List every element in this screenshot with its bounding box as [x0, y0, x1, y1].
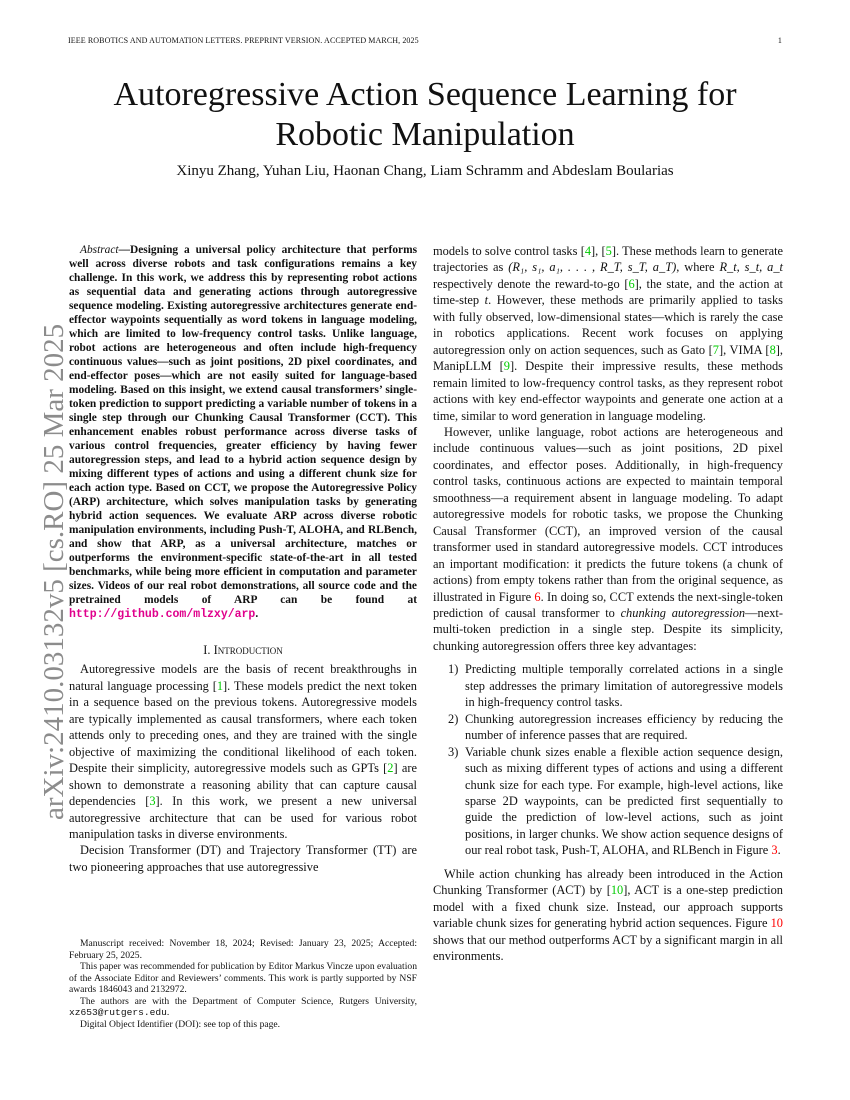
- abstract-label: Abstract: [80, 244, 119, 256]
- citation-link[interactable]: 6: [628, 276, 635, 291]
- page-number: 1: [777, 36, 782, 45]
- citation-link[interactable]: 10: [610, 883, 624, 898]
- list-item: [448, 744, 783, 859]
- text-run: ], VIMA [: [719, 342, 770, 357]
- list-item: [448, 711, 783, 744]
- text-run: . In doing so, CCT extends the next-single-token prediction of causal transformer to: [433, 589, 783, 620]
- figure-ref-link[interactable]: 6: [534, 589, 541, 604]
- list-item-text: Predicting multiple temporally correlated actions in a single step addresses the primary limitation of autoregressive models in high-frequency control tasks.: [465, 662, 783, 710]
- abstract: [69, 243, 417, 622]
- math-trajectory: (R₁, s₁, a₁, . . . , R_T, s_T, a_T): [508, 260, 677, 275]
- title-line-1: Autoregressive Action Sequence Learning for: [113, 76, 737, 113]
- text-run: models to solve control tasks [: [433, 244, 585, 258]
- citation-link[interactable]: 7: [712, 342, 719, 357]
- right-column: [433, 243, 783, 964]
- section-title: Introduction: [213, 643, 283, 657]
- citation-link[interactable]: 1: [216, 678, 224, 693]
- text-run: However, unlike language, robot actions are heterogeneous and include continuous values—such as joint positions, 2D pixel coordinates, and effector poses. Additionally, in high-frequency control tasks, continuous actions are expected to maintain temporal smoothness—a requirement absent in language modeling. To adapt autoregressive models for robotic tasks, we propose the Chunking Causal Transformer (CCT), an improved version of the causal transformer used in standard autoregressive models. CCT introduces an important modification: it predicts the future tokens (a chunk of actions) from empty tokens rather than from the original sequence, as illustrated in Figure: [433, 424, 783, 604]
- text-run: , where: [676, 260, 720, 275]
- footnote-affiliation: [69, 996, 417, 1019]
- arxiv-stamp[interactable]: arXiv:2410.03132v5 [cs.RO] 25 Mar 2025: [38, 323, 70, 820]
- text-run: ]. These models predict the next token in a sequence based on the previous tokens. Autoregressive models are typically implemented as causal transformers, where each token attends only to preceding ones, and they are trained with the single objective of maximizing the conditional likelihood of each token. Despite their simplicity, autoregressive models such as GPTs [: [69, 678, 417, 776]
- citation-link[interactable]: 5: [605, 244, 612, 258]
- list-item-text: Variable chunk sizes enable a flexible action sequence design, such as mixing different types of actions and using a different chunk size for each type. For example, high-level actions, like sparse 2D waypoints, can be predicted first sequentially to guide the prediction of low-level actions, such as joint positions, in larger chunks. We show action sequence designs of our real robot task, Push-T, ALOHA, and RLBench in Figure: [465, 744, 783, 858]
- math-t: t: [484, 293, 489, 308]
- footnotes: [69, 938, 417, 1030]
- text-run: ], [: [591, 244, 606, 258]
- list-number: 1): [448, 662, 459, 677]
- project-url-link[interactable]: http://github.com/mlzxy/arp: [69, 608, 256, 621]
- author-email[interactable]: xz653@rutgers.edu: [69, 1007, 167, 1018]
- affiliation-text: The authors are with the Department of Computer Science, Rutgers University,: [80, 995, 417, 1007]
- footnote-editor: This paper was recommended for publication by Editor Markus Vincze upon evaluation of the Associate Editor and Reviewers’ comments. This work is partly supported by NSF awards 1846043 and 2132972.: [69, 961, 417, 995]
- footnote-doi: Digital Object Identifier (DOI): see top of this page.: [80, 1018, 281, 1030]
- list-item: [448, 661, 783, 710]
- text-run: shows that our method outperforms ACT by a significant margin in all environments.: [433, 932, 783, 964]
- text-run: . However, these methods are primarily applied to tasks with fully observed, low-dimensional states—which is rarely the case in robotics applications. Recent work focuses on applying autoregression only on action sequences, such as Gato [: [433, 293, 783, 357]
- abstract-text: —Designing a universal policy architecture that performs well across diverse robots and task configurations remains a key challenge. In this work, we address this by representing robot actions as sequential data and generating actions through autoregressive sequence modeling. Existing autoregressive architectures generate end-effector waypoints sequentially as word tokens in language modeling, which are limited to low-frequency control tasks. Unlike language, robot actions are heterogeneous and often include high-frequency continuous values—such as joint positions, 2D pixel coordinates, and end-effector poses—which are not easily suited for language-based modeling. Based on this insight, we extend causal transformers’ single-token prediction to support predicting a variable number of tokens in a single step through our Chunking Causal Transformer (CCT). This enhancement enables robust performance across diverse tasks of various control frequencies, greater efficiency by having fewer autoregression steps, and lead to a hybrid action sequence design by mixing different types of actions and using a different chunk size for each action type. Based on CCT, we propose the Autoregressive Policy (ARP) architecture, which solves manipulation tasks by generating hybrid action sequences. We evaluate ARP across diverse robotic manipulation environments, including Push-T, ALOHA, and RLBench, and show that ARP, as a universal architecture, matches or outperforms the environment-specific state-of-the-art in all tested benchmarks, while being more efficient in computation and parameter sizes. Videos of our real robot demonstrations, all source code and the pretrained models of ARP can be found at: [69, 244, 417, 606]
- text-run: ] are shown to demonstrate a reasoning ability that can capture causal dependencies [: [69, 761, 417, 809]
- intro-paragraph-3: [433, 424, 783, 654]
- text-run: —next-multi-token prediction in a single step. Despite its simplicity, chunking autoregression offers three key advantages:: [433, 605, 783, 653]
- citation-link[interactable]: 8: [769, 342, 776, 357]
- section-number: I.: [203, 643, 214, 657]
- paper-title: [40, 75, 810, 155]
- citation-link[interactable]: 9: [503, 359, 510, 374]
- intro-paragraph-4: [433, 866, 783, 965]
- intro-paragraph-2-start: Decision Transformer (DT) and Trajectory Transformer (TT) are two pioneering approaches that use autoregressive: [69, 843, 417, 874]
- emphasis-term: chunking autoregression: [620, 605, 746, 620]
- text-run: respectively denote the reward-to-go [: [433, 276, 629, 291]
- text-run: ]. In this work, we present a new universal autoregressive architecture that can be used for various robot manipulation tasks in diverse environments.: [69, 794, 417, 841]
- title-line-2: Robotic Manipulation: [275, 116, 575, 153]
- advantages-list: [433, 661, 783, 858]
- affiliation-end: .: [166, 1007, 170, 1018]
- text-run: ], the state, and the action at time-step: [433, 276, 783, 308]
- text-run: Autoregressive models are the basis of recent breakthroughs in natural language processing [: [69, 662, 417, 693]
- text-run: ], ACT is a one-step prediction model with a fixed chunk size. Instead, our approach supports variable chunk sizes for generating hybrid action sequences. Figure: [433, 883, 783, 931]
- journal-name: IEEE ROBOTICS AND AUTOMATION LETTERS. PREPRINT VERSION. ACCEPTED MARCH, 2025: [68, 36, 419, 45]
- author-list: Xinyu Zhang, Yuhan Liu, Haonan Chang, Liam Schramm and Abdeslam Boularias: [176, 163, 674, 179]
- citation-link[interactable]: 2: [387, 761, 394, 776]
- text-run: ]. Despite their impressive results, these methods remain limited to low-frequency control tasks, as they represent robot actions with key end-effector waypoints and generate one action at a time, similar to word generation in language modeling.: [433, 359, 783, 423]
- list-number: 2): [448, 711, 459, 726]
- abstract-end: .: [255, 608, 259, 620]
- intro-paragraph-1: [69, 661, 417, 842]
- left-column: [69, 243, 417, 875]
- figure-ref-link[interactable]: 10: [770, 916, 783, 931]
- list-item-end: .: [777, 843, 781, 858]
- section-heading-introduction: [69, 642, 417, 658]
- math-variables: R_t, s_t, a_t: [719, 260, 784, 275]
- text-run: ]. These methods learn to generate trajectories as: [433, 244, 784, 275]
- footnote-received: Manuscript received: November 18, 2024; Revised: January 23, 2025; Accepted: February 25, 2025.: [69, 938, 417, 961]
- citation-link[interactable]: 3: [149, 794, 156, 809]
- citation-link[interactable]: 4: [584, 244, 592, 258]
- text-run: While action chunking has already been introduced in the Action Chunking Transformer (ACT) by [: [433, 866, 783, 898]
- text-run: ], ManipLLM [: [433, 342, 783, 374]
- figure-ref-link[interactable]: 3: [771, 843, 778, 858]
- list-number: 3): [448, 744, 459, 759]
- intro-paragraph-2-cont: [433, 243, 783, 424]
- list-item-text: Chunking autoregression increases efficiency by reducing the number of inference passes that are required.: [465, 711, 783, 743]
